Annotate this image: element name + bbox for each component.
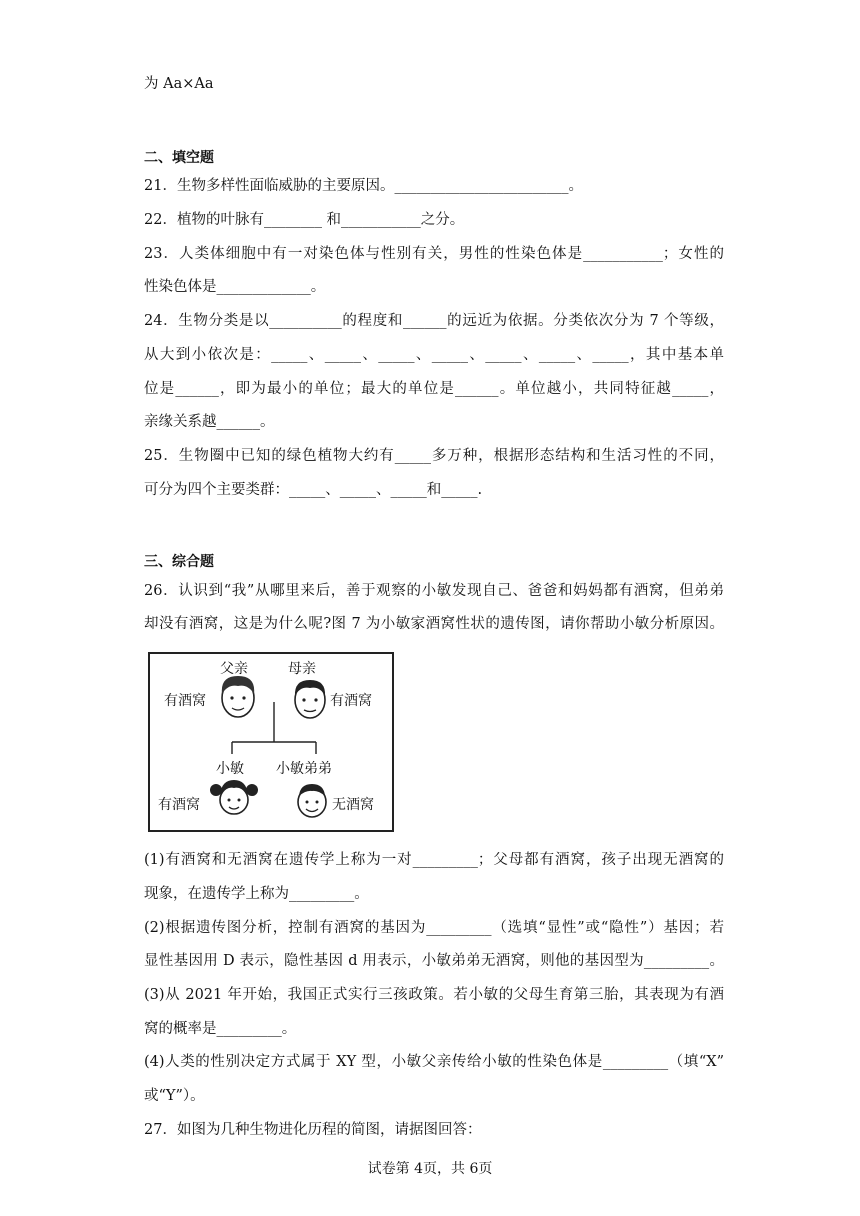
section-heading-comprehensive: 三、综合题: [144, 554, 214, 570]
question-25-line1: 25．生物圈中已知的绿色植物大约有_____多万种，根据形态结构和生活习性的不同，: [144, 448, 724, 464]
question-22: 22．植物的叶脉有________ 和___________之分。: [144, 212, 465, 228]
subquestion-4-line2: 或“Y”）。: [144, 1088, 205, 1104]
question-24-line4: 亲缘关系越______。: [144, 414, 275, 430]
daughter-label: 小敏: [216, 761, 244, 777]
question-27: 27．如图为几种生物进化历程的简图，请据图回答：: [144, 1122, 482, 1138]
question-26-line2: 却没有酒窝，这是为什么呢?图 7 为小敏家酒窝性状的遗传图，请你帮助小敏分析原因。: [144, 616, 724, 632]
mother-label: 母亲: [288, 661, 316, 677]
question-25-line2: 可分为四个主要类群：_____、_____、_____和_____.: [144, 482, 483, 498]
section-heading-fill-in: 二、填空题: [144, 150, 214, 166]
question-24-line1: 24．生物分类是以__________的程度和______的远近为依据。分类依次分为 7 个等级，: [144, 313, 724, 329]
father-label: 父亲: [220, 661, 248, 677]
father-face-icon: [222, 676, 254, 717]
pedigree-figure: [148, 652, 394, 832]
question-26-line1: 26．认识到“我”从哪里来后，善于观察的小敏发现自己、爸爸和妈妈都有酒窝，但弟弟: [144, 583, 724, 599]
subquestion-2-line1: (2)根据遗传图分析，控制有酒窝的基因为_________（选填“显性”或“隐性”）基因；若: [144, 920, 724, 936]
subquestion-3-line2: 窝的概率是_________。: [144, 1021, 297, 1037]
subquestion-2-line2: 显性基因用 D 表示，隐性基因 d 用表示，小敏弟弟无酒窝，则他的基因型为_________。: [144, 953, 724, 969]
daughter-face-icon: [210, 780, 258, 814]
text-line: 为 Aa×Aa: [144, 76, 214, 92]
son-face-icon: [298, 784, 326, 817]
subquestion-4-line1: (4)人类的性别决定方式属于 XY 型，小敏父亲传给小敏的性染色体是_________（填“X”: [144, 1054, 724, 1070]
subquestion-3-line1: (3)从 2021 年开始，我国正式实行三孩政策。若小敏的父母生育第三胎，其表现为有酒: [144, 987, 724, 1003]
question-24-line3: 位是______，即为最小的单位；最大的单位是______。单位越小，共同特征越_____，: [144, 381, 724, 397]
daughter-trait-label: 有酒窝: [158, 797, 200, 813]
question-24-line2: 从大到小依次是：_____、_____、_____、_____、_____、_____、_____，其中基本单: [144, 347, 724, 363]
question-21: 21．生物多样性面临威胁的主要原因。________________________。: [144, 178, 583, 194]
son-trait-label: 无酒窝: [332, 797, 374, 813]
page-footer: 试卷第 4页，共 6页: [367, 1161, 493, 1177]
subquestion-1-line1: (1)有酒窝和无酒窝在遗传学上称为一对_________；父母都有酒窝，孩子出现无酒窝的: [144, 852, 724, 868]
mother-trait-label: 有酒窝: [330, 693, 372, 709]
mother-face-icon: [295, 680, 325, 718]
subquestion-1-line2: 现象，在遗传学上称为_________。: [144, 886, 369, 902]
father-trait-label: 有酒窝: [164, 693, 206, 709]
question-23-line2: 性染色体是_____________。: [144, 279, 326, 295]
question-23-line1: 23．人类体细胞中有一对染色体与性别有关，男性的性染色体是___________；女性的: [144, 246, 724, 262]
son-label: 小敏弟弟: [276, 761, 332, 777]
